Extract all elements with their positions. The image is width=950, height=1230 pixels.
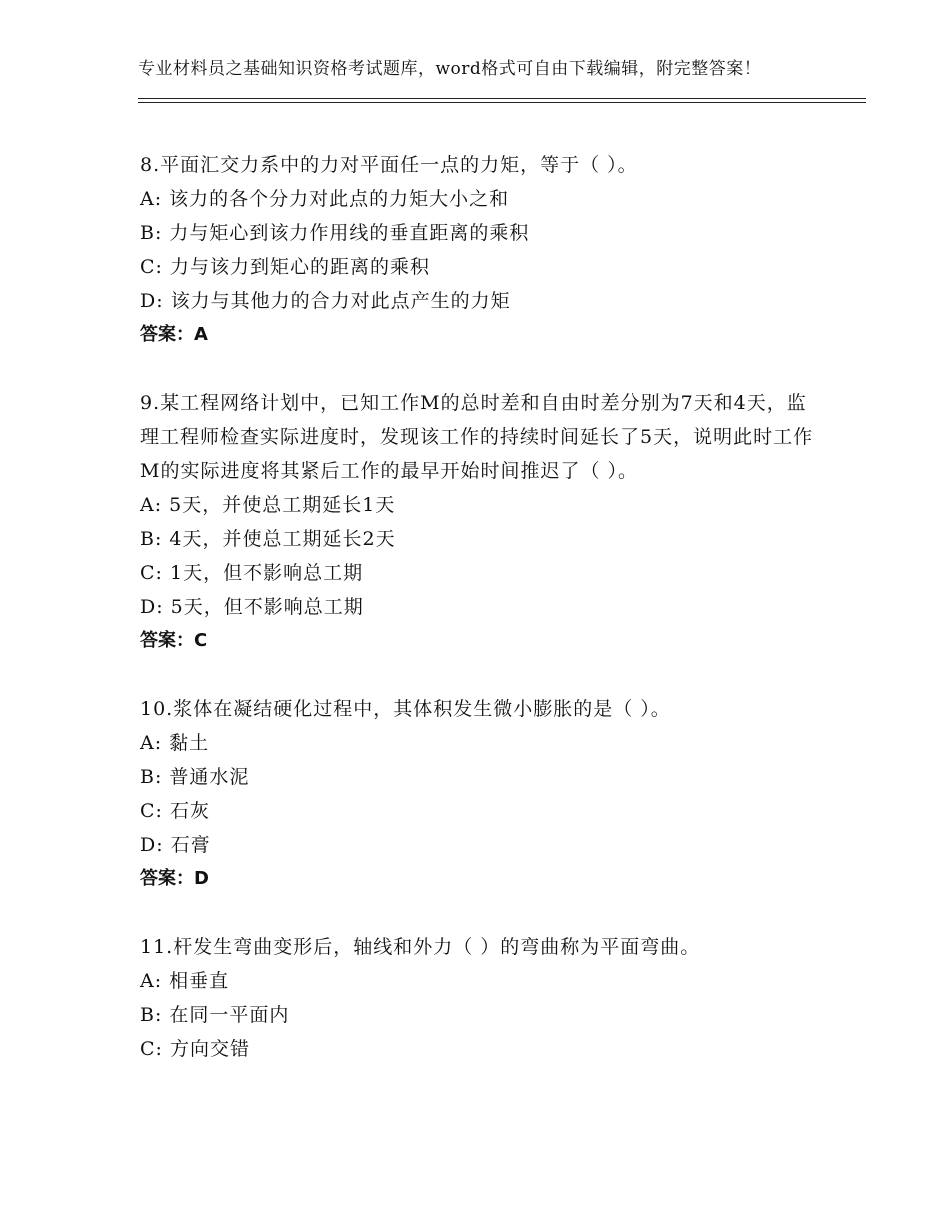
option-a: A: 5天，并使总工期延长1天 [140, 494, 396, 516]
option-d: D: 该力与其他力的合力对此点产生的力矩 [140, 290, 511, 312]
answer-label: 答案：C [140, 630, 208, 651]
option-a: A: 黏土 [140, 732, 210, 754]
option-c: C: 力与该力到矩心的距离的乘积 [140, 256, 430, 278]
option-b: B: 普通水泥 [140, 766, 250, 788]
answer-label: 答案：A [140, 324, 208, 345]
option-b: B: 4天，并使总工期延长2天 [140, 528, 396, 550]
question-11 [140, 930, 820, 1066]
option-c: C: 1天，但不影响总工期 [140, 562, 364, 584]
question-list [140, 148, 820, 1100]
option-b: B: 力与矩心到该力作用线的垂直距离的乘积 [140, 222, 530, 244]
option-c: C: 石灰 [140, 800, 210, 822]
option-b: B: 在同一平面内 [140, 1004, 290, 1026]
answer-label: 答案：D [140, 868, 209, 889]
question-text: 9.某工程网络计划中，已知工作M的总时差和自由时差分别为7天和4天，监理工程师检查实际进度时，发现该工作的持续时间延长了5天，说明此时工作M的实际进度将其紧后工作的最早开始时间推迟了（ ）。 [140, 392, 814, 482]
document-header: 专业材料员之基础知识资格考试题库，word格式可自由下载编辑，附完整答案！ [138, 59, 762, 79]
header-rule-bottom [138, 102, 866, 103]
question-10 [140, 692, 820, 896]
header-rule-top [138, 98, 866, 99]
option-a: A: 相垂直 [140, 970, 230, 992]
question-8 [140, 148, 820, 352]
question-text: 10.浆体在凝结硬化过程中，其体积发生微小膨胀的是（ ）。 [140, 698, 671, 720]
question-text: 8.平面汇交力系中的力对平面任一点的力矩，等于（ ）。 [140, 154, 638, 176]
option-a: A: 该力的各个分力对此点的力矩大小之和 [140, 188, 510, 210]
question-text: 11.杆发生弯曲变形后，轴线和外力（ ）的弯曲称为平面弯曲。 [140, 936, 701, 958]
option-c: C: 方向交错 [140, 1038, 250, 1060]
question-9 [140, 386, 820, 658]
option-d: D: 石膏 [140, 834, 211, 856]
option-d: D: 5天，但不影响总工期 [140, 596, 364, 618]
